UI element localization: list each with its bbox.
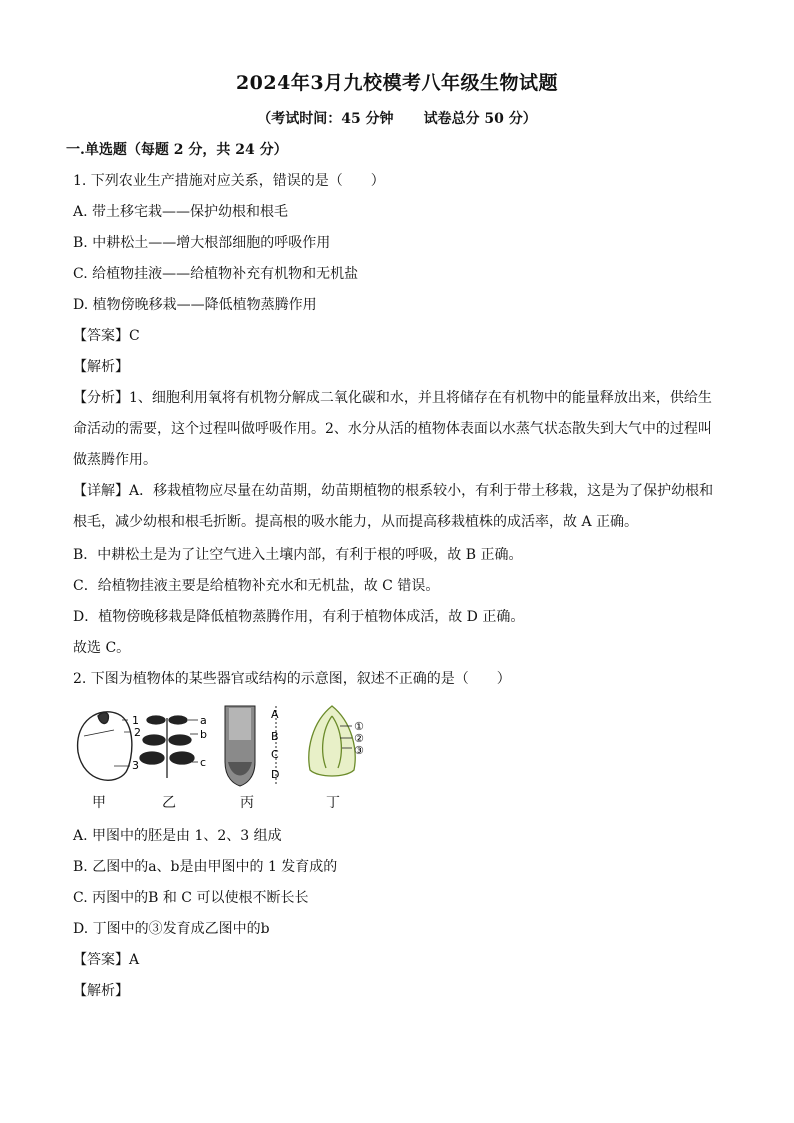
root-mark-a: A [271,708,279,721]
q1-option-d: D. 植物傍晚移栽——降低植物蒸腾作用 [73,297,317,313]
plant-mark-a: a [200,714,207,727]
q1-detail-d: D．植物傍晚移栽是降低植物蒸腾作用，有利于植物体成活，故 D 正确。 [73,609,525,625]
bud-diagram [309,706,355,776]
q1-detail-b: B．中耕松土是为了让空气进入土壤内部，有利于根的呼吸，故 B 正确。 [73,547,523,563]
question-2-stem: 2. 下图为植物体的某些器官或结构的示意图，叙述不正确的是（ ） [73,671,511,687]
figure-label-jia: 甲 [92,795,106,811]
q1-option-a: A. 带土移宅栽——保护幼根和根毛 [73,204,289,220]
exam-time: （考试时间：45 分钟 [257,111,394,127]
plant-mark-c: c [200,756,207,769]
q2-answer: 【答案】A [73,952,140,968]
q2-option-d: D. 丁图中的③发育成乙图中的b [73,921,270,937]
root-mark-b: B [271,730,279,743]
q1-option-c: C. 给植物挂液——给植物补充有机物和无机盐 [73,266,359,282]
figure-label-bing: 丙 [240,795,254,811]
q1-detail-c: C．给植物挂液主要是给植物补充水和无机盐，故 C 错误。 [73,578,440,594]
q1-conclusion: 故选 C。 [73,640,131,656]
bud-mark-1: ① [354,720,364,733]
question-1-stem: 1. 下列农业生产措施对应关系，错误的是（ ） [73,173,385,189]
figure-label-ding: 丁 [326,795,340,811]
seedling-diagram [140,716,198,778]
root-tip-diagram [225,706,276,786]
q1-analysis-label: 【解析】 [73,359,129,375]
q1-option-b: B. 中耕松土——增大根部细胞的呼吸作用 [73,235,331,251]
figure-drawings [70,700,370,795]
plant-structure-figure [70,700,370,812]
figure-label-yi: 乙 [162,795,176,811]
exam-score: 试卷总分 50 分） [423,111,537,127]
q2-option-b: B. 乙图中的a、b是由甲图中的 1 发育成的 [73,859,338,875]
q1-answer: 【答案】C [73,328,140,344]
plant-mark-b: b [200,728,207,741]
q2-analysis-label: 【解析】 [73,983,129,999]
q2-option-a: A. 甲图中的胚是由 1、2、3 组成 [73,828,282,844]
seed-mark-2: 2 [134,726,141,739]
exam-subtitle [0,108,794,128]
q1-xiangjie: 【详解】A．移栽植物应尽量在幼苗期，幼苗期植物的根系较小，有利于带土移栽，这是为了保护幼根和根毛，减少幼根和根毛折断。提高根的吸水能力，从而提高移栽植株的成活率，故 A 正确。 [73,483,714,530]
exam-title: 2024年3月九校模考八年级生物试题 [235,72,559,94]
bud-mark-3: ③ [354,744,364,757]
seed-mark-3: 3 [132,759,139,772]
root-mark-d: D [271,768,280,781]
q2-option-c: C. 丙图中的B 和 C 可以使根不断长长 [73,890,309,906]
seed-mark-1: 1 [132,714,139,727]
root-mark-c: C [271,748,279,761]
section-heading: 一.单选题（每题 2 分，共 24 分） [66,142,288,158]
q1-fenxi: 【分析】1、细胞利用氧将有机物分解成二氧化碳和水，并且将储存在有机物中的能量释放出来，供给生命活动的需要，这个过程叫做呼吸作用。2、水分从活的植物体表面以水蒸气状态散失到大气中的过程叫做蒸腾作用。 [73,390,712,468]
bud-mark-2: ② [354,732,364,745]
seed-diagram [78,712,132,780]
